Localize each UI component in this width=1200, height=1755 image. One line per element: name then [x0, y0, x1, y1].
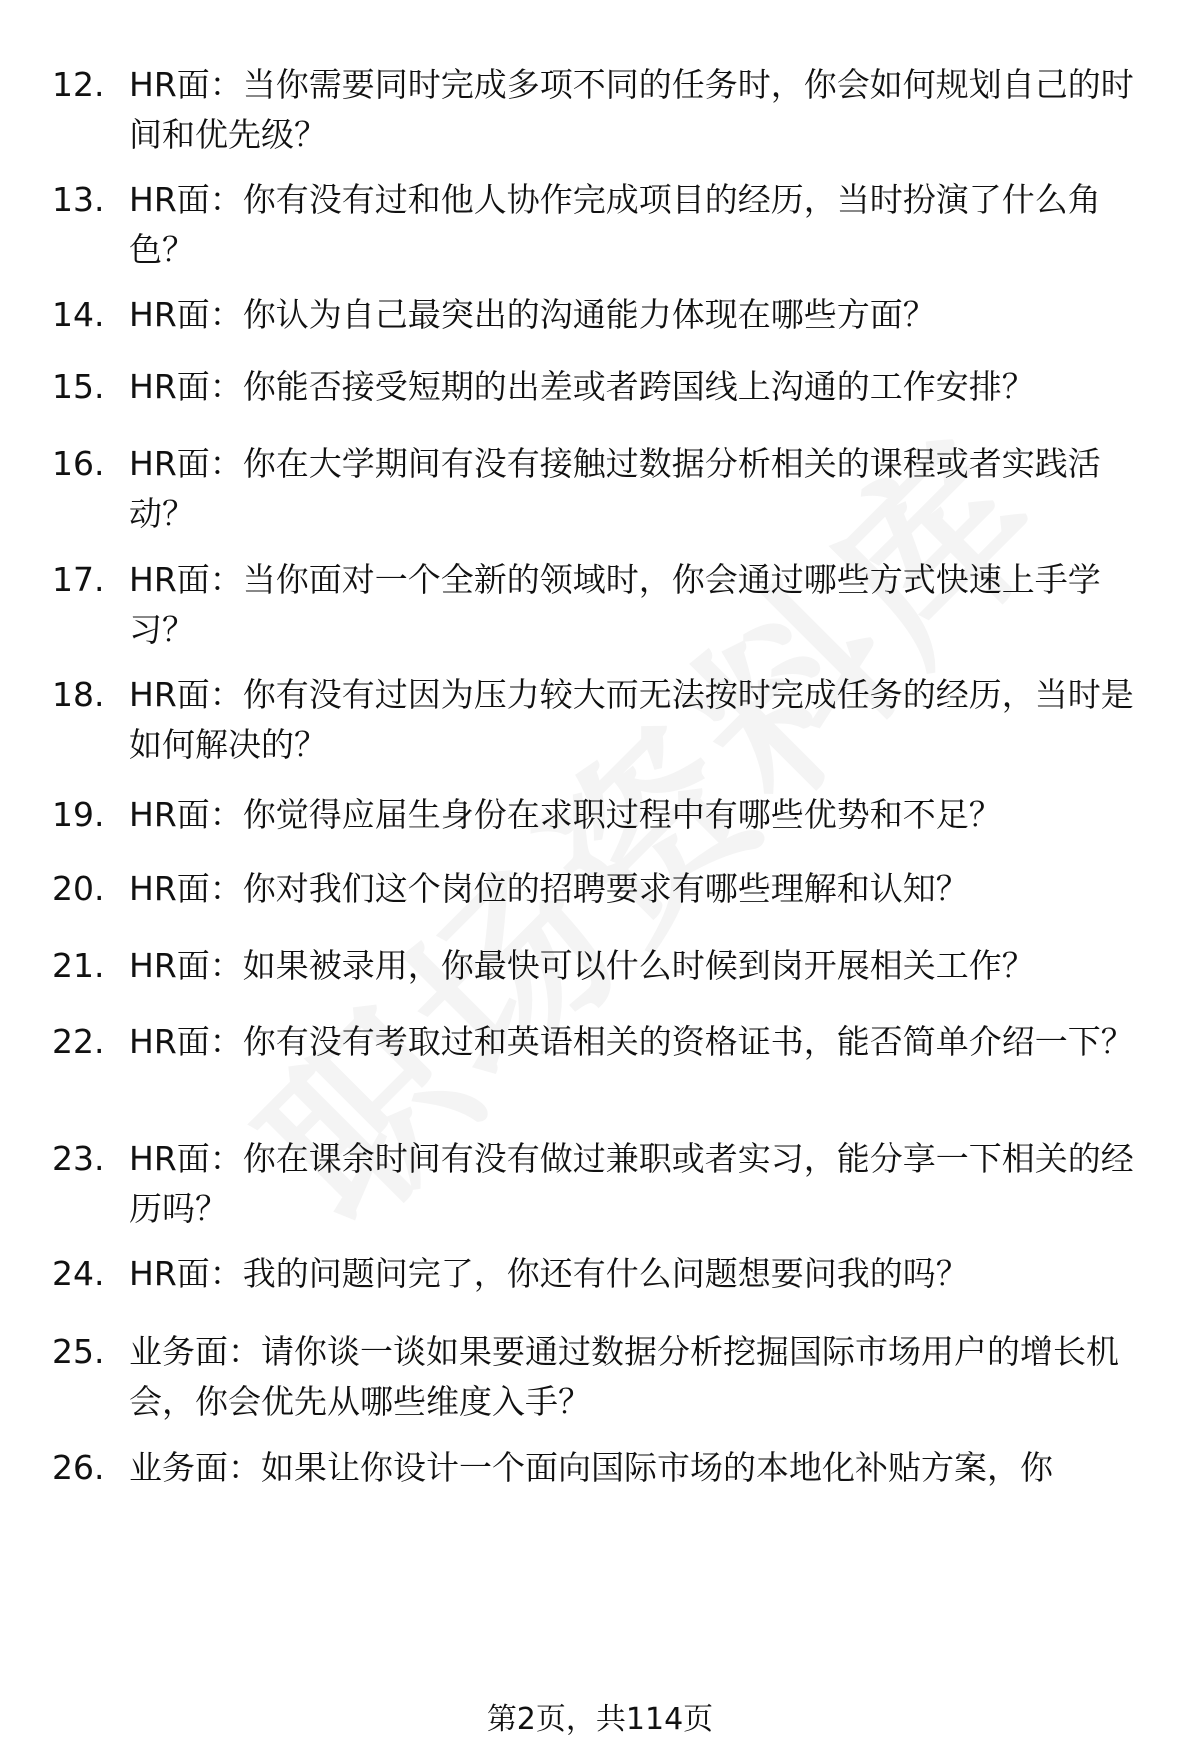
item-number: 22.	[52, 1022, 105, 1061]
item-text: HR面：当你面对一个全新的领域时，你会通过哪些方式快速上手学习？	[129, 560, 1101, 649]
item-text: HR面：你有没有过因为压力较大而无法按时完成任务的经历，当时是如何解决的？	[129, 675, 1134, 764]
item-number: 21.	[52, 946, 105, 985]
item-text: 业务面：请你谈一谈如果要通过数据分析挖掘国际市场用户的增长机会，你会优先从哪些维度入手？	[129, 1332, 1119, 1421]
item-number: 23.	[52, 1139, 105, 1178]
item-number: 15.	[52, 367, 105, 406]
item-number: 17.	[52, 560, 105, 599]
item-number: 12.	[52, 65, 105, 104]
item-text: HR面：你在课余时间有没有做过兼职或者实习，能分享一下相关的经历吗？	[129, 1139, 1134, 1228]
item-number: 18.	[52, 675, 105, 714]
item-number: 25.	[52, 1332, 105, 1371]
item-text: HR面：你对我们这个岗位的招聘要求有哪些理解和认知？	[129, 869, 969, 908]
item-text: HR面：你有没有过和他人协作完成项目的经历，当时扮演了什么角色？	[129, 180, 1101, 269]
item-text: HR面：我的问题问完了，你还有什么问题想要问我的吗？	[129, 1254, 969, 1293]
item-text: HR面：你在大学期间有没有接触过数据分析相关的课程或者实践活动？	[129, 444, 1101, 533]
item-number: 20.	[52, 869, 105, 908]
item-number: 26.	[52, 1448, 105, 1487]
item-text: HR面：你认为自己最突出的沟通能力体现在哪些方面？	[129, 295, 936, 334]
item-number: 19.	[52, 795, 105, 834]
item-text: HR面：如果被录用，你最快可以什么时候到岗开展相关工作？	[129, 946, 1035, 985]
item-text: 业务面：如果让你设计一个面向国际市场的本地化补贴方案，你	[129, 1448, 1053, 1487]
page-indicator: 第2页，共114页	[486, 1702, 714, 1737]
item-number: 13.	[52, 180, 105, 219]
item-number: 16.	[52, 444, 105, 483]
item-number: 24.	[52, 1254, 105, 1293]
item-text: HR面：你能否接受短期的出差或者跨国线上沟通的工作安排？	[129, 367, 1035, 406]
item-text: HR面：当你需要同时完成多项不同的任务时，你会如何规划自己的时间和优先级？	[129, 65, 1134, 154]
item-number: 14.	[52, 295, 105, 334]
item-text: HR面：你有没有考取过和英语相关的资格证书，能否简单介绍一下？	[129, 1022, 1134, 1061]
item-text: HR面：你觉得应届生身份在求职过程中有哪些优势和不足？	[129, 795, 1002, 834]
